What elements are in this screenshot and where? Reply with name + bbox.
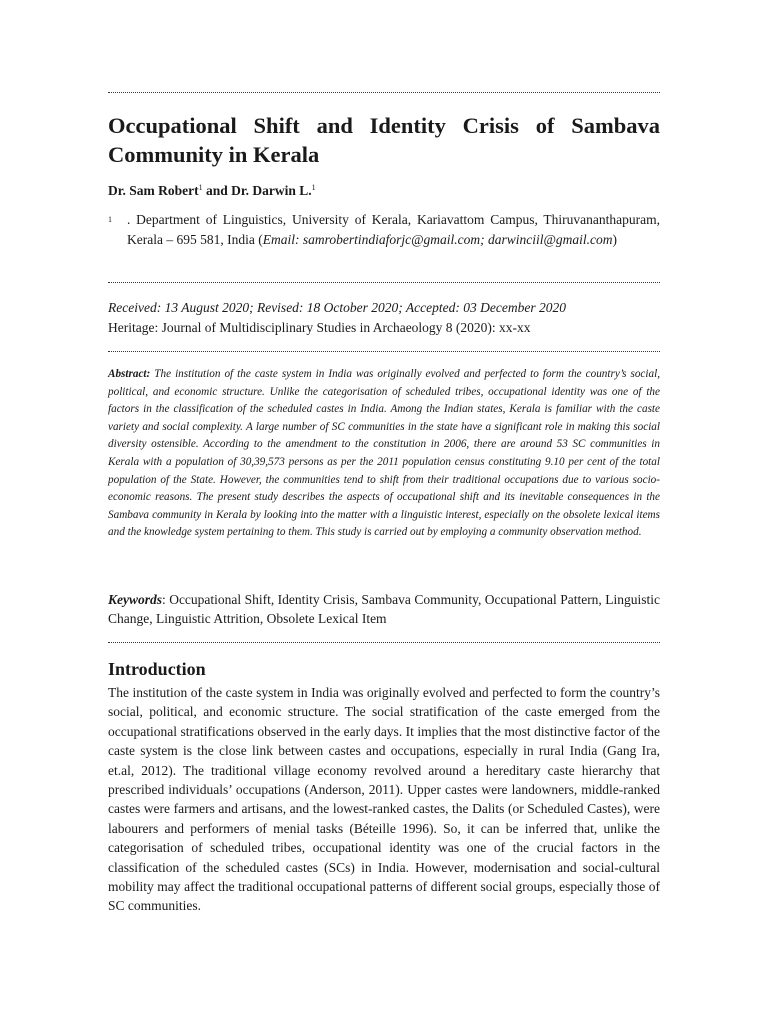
- author-1-name: Dr. Sam Robert: [108, 183, 199, 198]
- affiliation-close: ): [612, 232, 618, 247]
- affiliation: [108, 210, 660, 250]
- journal-citation: Heritage: Journal of Multidisciplinary Studies in Archaeology 8 (2020): xx-xx: [108, 320, 531, 335]
- keywords-label: Keywords: [108, 592, 162, 607]
- author-1-affiliation-mark: 1: [198, 183, 203, 192]
- author-2-name: Dr. Darwin L.: [231, 183, 312, 198]
- author-connector: and: [202, 183, 232, 198]
- abstract-text: The institution of the caste system in India was originally evolved and perfected to form the country’s social, political, and economic structure. Unlike the categorisation of scheduled tribes, occupational identity was one of the factors in the classification of the scheduled castes in India. Among the Indian states, Kerala is familiar with the caste variety and social complexity. A large number of SC communities in the state have a significant role in making this social diversity ostensible. According to the amendment to the constitution in 2006, there are around 53 SC communities in Kerala with a population of 30,39,573 persons as per the 2011 population census constituting 9.10 per cent of the total population of the State. However, the communities tend to shift from their traditional occupations due to various socio-economic reasons. The present study describes the aspects of occupational shift and its inevitable consequences in the Sambava community in Kerala by looking into the matter with a linguistic interest, especially on the obsolete lexical items and the knowledge system pertaining to them. This study is carried out by employing a community observation method.: [108, 368, 660, 539]
- meta-divider: [108, 351, 660, 352]
- abstract: [108, 366, 660, 542]
- author-2-affiliation-mark: 1: [311, 183, 316, 192]
- author-line: [108, 179, 316, 200]
- paper-title: Occupational Shift and Identity Crisis of Sambava Community in Kerala: [108, 113, 660, 167]
- affiliation-text: . Department of Linguistics, University of Kerala, Kariavattom Campus, Thiruvananthapuram, Kerala – 695 581, India (: [127, 212, 660, 247]
- affiliation-divider: [108, 282, 660, 283]
- keywords-divider: [108, 642, 660, 643]
- keywords-list: : Occupational Shift, Identity Crisis, Sambava Community, Occupational Pattern, Linguistic Change, Linguistic Attrition, Obsolete Lexical Item: [108, 592, 660, 626]
- affiliation-marker: 1: [108, 215, 112, 224]
- introduction-paragraph: The institution of the caste system in India was originally evolved and perfected to form the country’s social, political, and economic structure. The social stratification of the caste emerged from the occupational stratifications observed in the early days. It implies that the most distinctive factor of the caste system is the close link between castes and occupations, especially in rural India (Gang Ira, et.al, 2012). The traditional village economy revolved around a hereditary caste hierarchy that prescribed individuals’ occupations (Anderson, 2011). Upper castes were landowners, middle-ranked castes were farmers and artisans, and the lowest-ranked castes, the Dalits (or Scheduled Castes), were labourers and performers of menial tasks (Béteille 1996). So, it can be inferred that, unlike the categorisation of scheduled tribes, occupational identity was one of the crucial factors in the classification of the scheduled castes (SCs) in India. However, modernisation and social-cultural mobility may affect the traditional occupational patterns of different social groups, especially those of SC communities.: [108, 685, 660, 914]
- submission-dates: Received: 13 August 2020; Revised: 18 October 2020; Accepted: 03 December 2020: [108, 300, 566, 315]
- abstract-label: Abstract:: [108, 368, 151, 380]
- top-divider: [108, 92, 660, 93]
- affiliation-emails[interactable]: Email: samrobertindiaforjc@gmail.com; darwinciil@gmail.com: [262, 232, 613, 247]
- introduction-heading: Introduction: [108, 659, 206, 679]
- keywords: [108, 590, 660, 628]
- publication-info: [108, 298, 660, 338]
